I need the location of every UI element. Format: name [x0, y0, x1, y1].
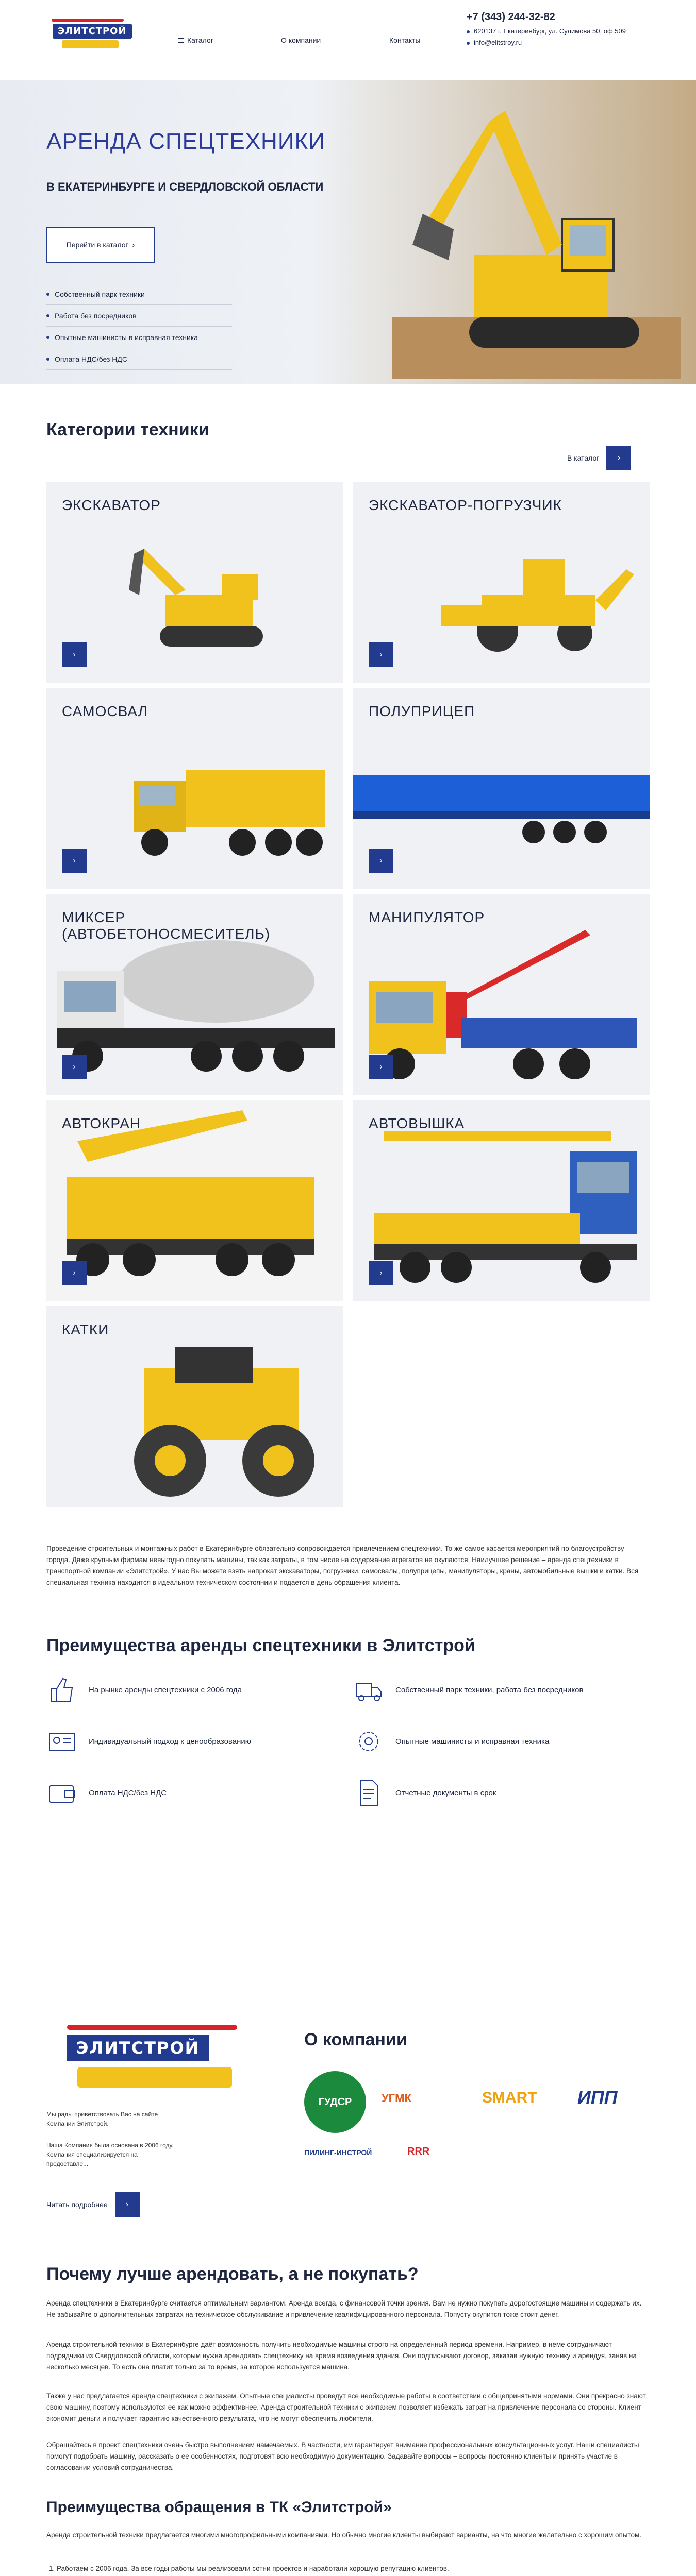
site-header: [0, 0, 696, 80]
hero-feature: Работа без посредников: [46, 305, 232, 327]
open-category-button[interactable]: ›: [62, 642, 87, 667]
category-card-aerial-platform[interactable]: [353, 1100, 650, 1301]
mail-icon: [467, 42, 470, 45]
open-category-button[interactable]: ›: [62, 849, 87, 873]
excavator-illustration: [392, 90, 681, 379]
category-card-rollers[interactable]: [46, 1306, 343, 1507]
partner-logo: ИПП: [577, 2087, 618, 2108]
logo-truck: [62, 40, 119, 48]
open-category-button[interactable]: ›: [369, 849, 393, 873]
category-title: ЭКСКАВАТОР: [62, 497, 161, 513]
backhoe-loader-image: [441, 538, 637, 657]
go-to-catalog-button[interactable]: Перейти в каталог ›: [46, 227, 155, 263]
id-card-icon: [46, 1726, 77, 1757]
category-title: АВТОКРАН: [62, 1115, 141, 1131]
open-category-button[interactable]: ›: [62, 1261, 87, 1285]
why-paragraph: Также у нас предлагается аренда спецтехники с экипажем. Опытные специалисты проведут все необходимые работы в соответствии с общепринятыми нормами. Они прекрасно знают свою машину, поэтому используются ее как можно эффективнее. Аренда строительной техники с экипажем позволяет избежать затрат на привлечение персонала со стороны. Клиент экономит деньги и получает гарантию качественного результата, что не могут обеспечить любители.: [46, 2392, 646, 2422]
hero-feature: Опытные машинисты в исправная техника: [46, 327, 232, 348]
category-card-dump-truck[interactable]: [46, 688, 343, 889]
benefits-intro: Аренда строительной техники предлагается многими многопрофильными компаниями. Но обычно многие клиенты выбирают варианты, на что многие желательно с хорошим опытом.: [46, 2531, 642, 2539]
category-card-mixer[interactable]: [46, 894, 343, 1095]
category-title: МАНИПУЛЯТОР: [369, 909, 485, 925]
hero-title: АРЕНДА СПЕЦТЕХНИКИ: [46, 129, 325, 154]
category-title: КАТКИ: [62, 1321, 109, 1337]
about-text-1: Мы рады приветствовать Вас на сайте Компании Элитстрой.: [46, 2111, 158, 2127]
advantage-item: Опытные машинисты и исправная техника: [353, 1726, 632, 1757]
why-paragraph: Аренда спецтехники в Екатеринбурге считается оптимальным вариантом. Аренда всегда, с финансовой точки зрения. Вам не нужно покупать дорогостоящие машины и содержать их. Не забывайте о дополнительных затратах на техническое обслуживание и привлечение квалифицированного персонала. Попусту окупится тоже стоит денег.: [46, 2299, 642, 2318]
nav-catalog[interactable]: Каталог: [178, 36, 213, 44]
semitrailer-image: [353, 755, 650, 858]
category-card-semitrailer[interactable]: [353, 688, 650, 889]
header-phone[interactable]: +7 (343) 244-32-82: [467, 11, 555, 23]
partner-logo: SMART: [482, 2089, 537, 2106]
wallet-icon: [46, 1777, 77, 1808]
read-more-link[interactable]: Читать подробнее ›: [46, 2192, 140, 2217]
catalog-link[interactable]: В каталог ›: [567, 446, 631, 470]
logo[interactable]: [46, 16, 129, 53]
category-card-manipulator[interactable]: [353, 894, 650, 1095]
partner-logo: ПИЛИНГ-ИНСТРОЙ: [304, 2148, 372, 2157]
gear-icon: [353, 1726, 384, 1757]
header-address: 620137 г. Екатеринбург, ул. Сулимова 50, оф.509: [467, 26, 626, 37]
logo-stripe: [52, 19, 124, 22]
category-card-excavator[interactable]: [46, 482, 343, 683]
why-paragraph: Обращайтесь в проект спецтехники очень быстро выполнением намечаемых. В частности, им гарантирует внимание профессиональных консультационных услуг. Наши специалисты помогут подобрать машину, рассказать о ее особенностях, подготовят всю необходимую документацию. Задавайте вопросы – вопросы постоянно клиенты и принять участие в согласовании условий сотрудничества.: [46, 2441, 639, 2471]
logo-text: ЭЛИТСТРОЙ: [53, 24, 132, 39]
advantage-item: Отчетные документы в срок: [353, 1777, 632, 1808]
logo-stripe: [67, 2025, 237, 2030]
excavator-image: [129, 538, 314, 657]
about-text-2: Наша Компания была основана в 2006 году. Компания специализируется на предоставле...: [46, 2142, 174, 2167]
hero-subtitle: В ЕКАТЕРИНБУРГЕ И СВЕРДЛОВСКОЙ ОБЛАСТИ: [46, 180, 324, 193]
why-title: Почему лучше арендовать, а не покупать?: [46, 2264, 419, 2284]
manipulator-truck-image: [358, 925, 647, 1084]
category-title: САМОСВАЛ: [62, 703, 148, 719]
open-category-button[interactable]: ›: [62, 1055, 87, 1079]
category-title: ЭКСКАВАТОР-ПОГРУЗЧИК: [369, 497, 562, 513]
advantage-item: Индивидуальный подход к ценообразованию: [46, 1726, 325, 1757]
intro-text: Проведение строительных и монтажных работ в Екатеринбурге обязательно сопровождается привлечением спецтехники. То же самое касается мероприятий по благоустройству города. Даже крупным фирмам невыгодно покупать машины, так как затраты, в том числе на содержание агрегатов не окупаются. Наилучшее решение – аренда спецтехники в транспортной компании «Элитстрой». У нас Вы можете взять напрокат экскаваторы, погрузчики, самосвалы, полуприцепы, манипуляторы, краны, автомобильные вышки и катки. Вся специальная техника находится в идеальном техническом состоянии и подается в день обращения клиента.: [46, 1545, 639, 1586]
open-category-button[interactable]: ›: [369, 1055, 393, 1079]
truck-icon: [353, 1674, 384, 1705]
partner-logo: УГМК: [382, 2092, 411, 2105]
about-title: О компании: [304, 2030, 407, 2049]
advantage-item: Оплата НДС/без НДС: [46, 1777, 325, 1808]
benefits-list: [46, 2563, 650, 2576]
partner-logo: RRR: [407, 2146, 430, 2157]
nav-about[interactable]: О компании: [281, 36, 321, 44]
category-card-backhoe-loader[interactable]: [353, 482, 650, 683]
category-card-truck-crane[interactable]: [46, 1100, 343, 1301]
advantage-item: На рынке аренды спецтехники с 2006 года: [46, 1674, 325, 1705]
why-paragraph: Аренда строительной техники в Екатеринбурге даёт возможность получить необходимые машины строго на определенный период времени. Например, в неме сотрудничают подрядчики из Свердловской области, которым нужна арендовать спецтехнику на время возведения здания. Они подписывают договор, заказав нужную технику и арендуя, заняв на несколько месяцев. То есть она платит только за то время, за которое используется машина.: [46, 2341, 637, 2371]
location-icon: [467, 30, 470, 33]
about-logo: [46, 2020, 263, 2097]
road-roller-image: [113, 1337, 335, 1502]
chevron-right-icon: ›: [115, 2192, 140, 2217]
menu-icon: [178, 38, 184, 43]
open-category-button[interactable]: ›: [369, 642, 393, 667]
category-title: АВТОВЫШКА: [369, 1115, 465, 1131]
advantages-title: Преимущества аренды спецтехники в Элитстрой: [46, 1636, 475, 1655]
document-icon: [353, 1777, 384, 1808]
mixer-truck-image: [52, 925, 340, 1079]
logo-text: ЭЛИТСТРОЙ: [67, 2035, 209, 2061]
hero-feature: Собственный парк техники: [46, 283, 232, 305]
hero-feature: Оплата НДС/без НДС: [46, 348, 232, 370]
dump-truck-image: [124, 744, 330, 863]
header-contacts: [467, 11, 626, 48]
logo-truck: [77, 2067, 232, 2088]
category-title: ПОЛУПРИЦЕП: [369, 703, 475, 719]
category-title: МИКСЕР (АВТОБЕТОНОСМЕСИТЕЛЬ): [62, 909, 271, 942]
chevron-right-icon: ›: [132, 241, 135, 249]
header-email[interactable]: info@elitstroy.ru: [467, 37, 626, 48]
advantage-item: Собственный парк техники, работа без посредников: [353, 1674, 632, 1705]
nav-contacts[interactable]: Контакты: [389, 36, 421, 44]
open-category-button[interactable]: ›: [369, 1261, 393, 1285]
hero-banner: [0, 80, 696, 384]
thumbs-up-icon: [46, 1674, 77, 1705]
hero-features: [46, 283, 232, 370]
list-item: 1. Работаем с 2006 года. За все годы работы мы реализовали сотни проектов и наработали хорошую репутацию клиентов.: [57, 2563, 650, 2574]
categories-title: Категории техники: [46, 420, 209, 439]
benefits-title: Преимущества обращения в ТК «Элитстрой»: [46, 2499, 392, 2516]
chevron-right-icon: ›: [606, 446, 631, 470]
partner-logo: ГУДСР: [304, 2071, 366, 2133]
aerial-platform-image: [353, 1121, 650, 1296]
